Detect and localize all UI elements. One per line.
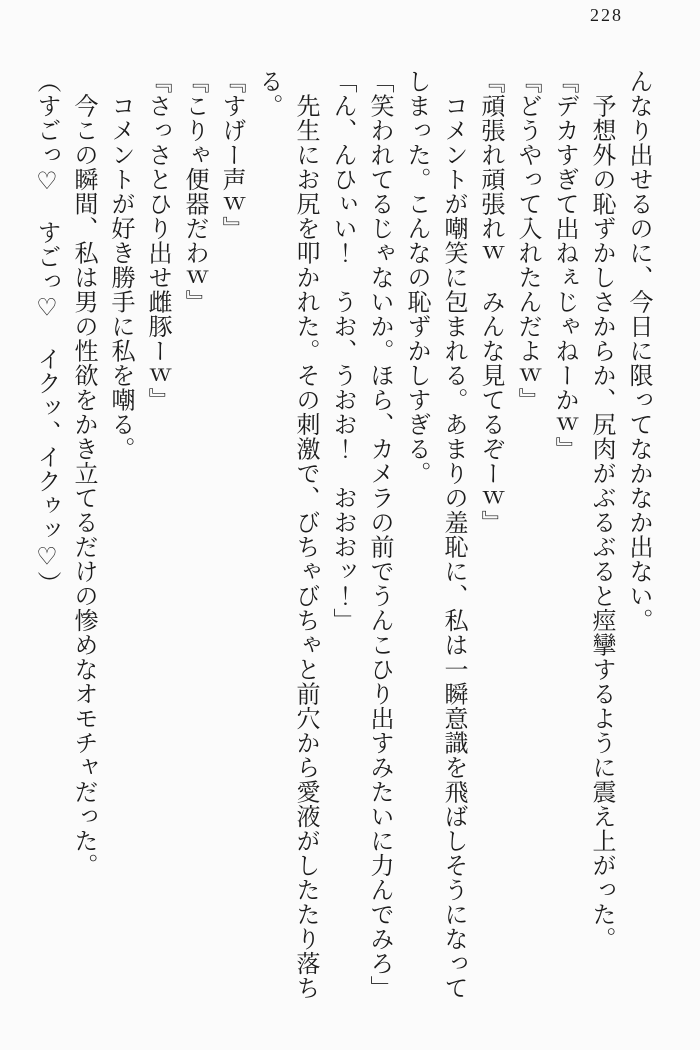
- text-line: 予想外の恥ずかしさからか、尻肉がぶるぶると痙攣するように震え上がった。: [588, 69, 614, 951]
- text-line: 今この瞬間、私は男の性欲をかき立てるだけの惨めなオモチャだった。: [70, 69, 96, 878]
- vertical-text-body: [27, 69, 656, 1010]
- text-line: 『すげー声ｗ』: [218, 69, 244, 241]
- text-line: 『頑張れ頑張れｗ みんな見てるぞーｗ』: [477, 69, 503, 535]
- text-line: コメントが好き勝手に私を嘲る。: [107, 69, 133, 461]
- text-line: 「笑われてるじゃないか。ほら、カメラの前でうんこひり出すみたいに力んでみろ」: [366, 69, 392, 1000]
- text-line: （すごっ♡ すごっ♡ イクッ、イクゥッ♡）: [33, 69, 59, 596]
- page-number: 228: [590, 5, 623, 25]
- text-line: コメントが嘲笑に包まれる。あまりの羞恥に、私は一瞬意識を飛ばしそうになって: [440, 69, 466, 1000]
- text-line: 『さっさとひり出せ雌豚ーｗ』: [144, 69, 170, 412]
- text-line: しまった。こんなの恥ずかしすぎる。: [403, 69, 429, 486]
- text-line: 「ん、んひぃい！ うお、うおお！ おおおッ！」: [329, 69, 355, 633]
- text-line: 『どうやって入れたんだよｗ』: [514, 69, 540, 412]
- text-line: る。: [255, 69, 281, 118]
- text-line: 先生にお尻を叩かれた。その刺激で、びちゃびちゃと前穴から愛液がしたたり落ち: [292, 69, 318, 1000]
- text-line: 『こりゃ便器だわｗ』: [181, 69, 207, 314]
- text-line: んなり出せるのに、今日に限ってなかなか出ない。: [625, 69, 651, 633]
- text-line: 『デカすぎて出ねぇじゃねーかｗ』: [551, 69, 577, 461]
